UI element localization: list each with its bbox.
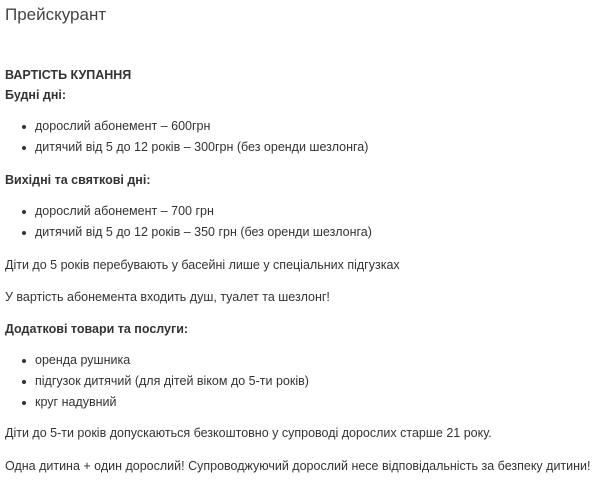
page-title: Прейскурант: [5, 5, 107, 24]
extras-heading: Додаткові товари та послуги:: [5, 322, 189, 336]
extras-list: [22, 350, 309, 413]
list-item: дитячий від 5 до 12 років – 350 грн (без оренди шезлонга): [22, 222, 372, 243]
price-list-page: [5, 0, 600, 473]
list-item: оренда рушника: [22, 350, 309, 371]
weekends-heading: Вихідні та святкові дні:: [5, 173, 151, 187]
pricing-heading: ВАРТІСТЬ КУПАННЯ: [5, 68, 132, 82]
list-item: круг надувний: [22, 392, 309, 413]
weekdays-heading: Будні дні:: [5, 88, 67, 102]
list-item: дитячий від 5 до 12 років – 300грн (без оренди шезлонга): [22, 137, 368, 158]
included-note: У вартість абонемента входить душ, туалет та шезлонг!: [5, 290, 330, 304]
list-item: дорослий абонемент – 700 грн: [22, 201, 372, 222]
responsibility-note: Одна дитина + один дорослий! Супроводжуючий дорослий несе відповідальність за безпеку дитини!: [5, 459, 591, 473]
diapers-note: Діти до 5 років перебувають у басейні лише у спеціальних підгузках: [5, 258, 400, 272]
list-item: підгузок дитячий (для дітей віком до 5-ти років): [22, 371, 309, 392]
list-item: дорослий абонемент – 600грн: [22, 116, 368, 137]
weekdays-price-list: [22, 116, 368, 158]
children-free-note: Діти до 5-ти років допускаються безкоштовно у супроводі дорослих старше 21 року.: [5, 426, 492, 440]
weekends-price-list: [22, 201, 372, 243]
